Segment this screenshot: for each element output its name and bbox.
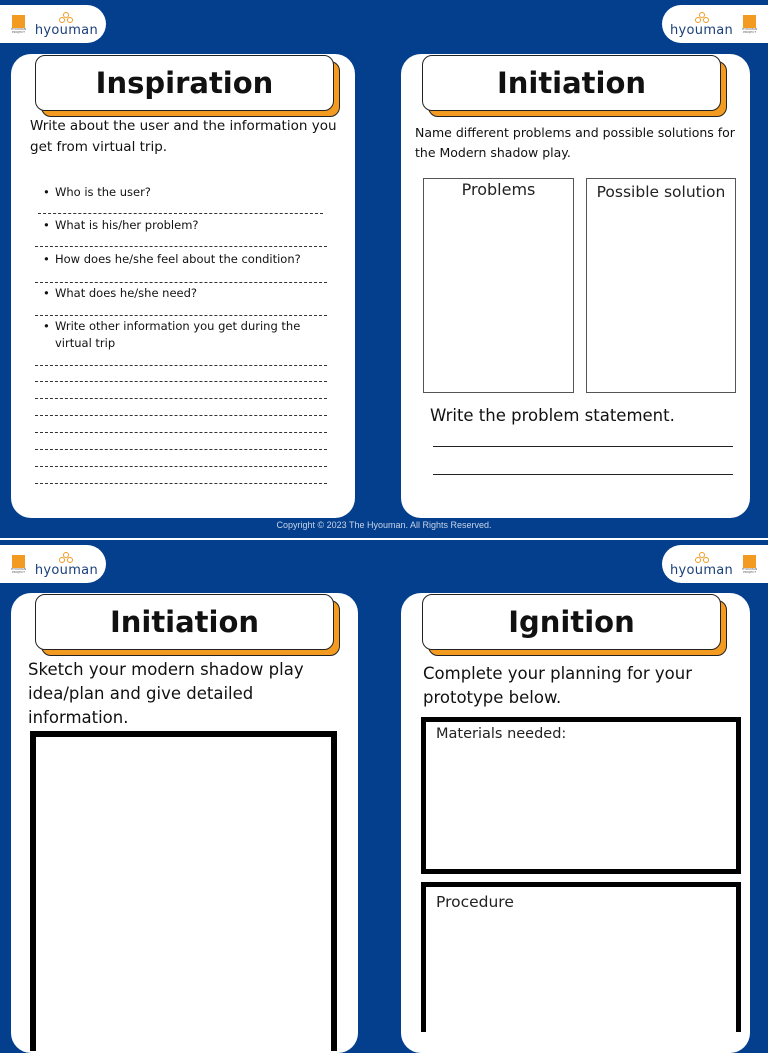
initiation-sketch-title-banner <box>35 594 334 650</box>
hyouman-circles-icon <box>693 12 711 24</box>
question-item: • How does he/she feel about the condition? <box>55 251 301 268</box>
project-badge-text: HYOUMAN PROJECT <box>10 566 27 574</box>
answer-line[interactable] <box>35 483 327 484</box>
hyouman-logo-bottom-right <box>662 545 768 583</box>
procedure-box[interactable] <box>421 882 741 1032</box>
hyouman-logo-top-right <box>662 5 768 43</box>
ignition-title: Ignition <box>508 605 635 639</box>
copyright-text: Copyright © 2023 The Hyouman. All Rights Reserved. <box>276 520 492 530</box>
materials-box[interactable] <box>421 717 741 874</box>
initiation-sketch-title: Initiation <box>109 605 260 639</box>
project-badge-text: HYOUMAN PROJECT <box>741 566 758 574</box>
hyouman-wordmark-text: hyouman <box>670 562 734 578</box>
hyouman-wordmark-text: hyouman <box>34 22 98 38</box>
ignition-instruction: Complete your planning for your prototype below. <box>423 664 692 707</box>
hyouman-wordmark <box>35 552 98 577</box>
sketch-area[interactable] <box>30 731 337 1051</box>
problems-header: Problems <box>461 180 536 199</box>
hyouman-logo-bottom-left <box>0 545 106 583</box>
hyouman-circles-icon <box>57 552 75 564</box>
sketch-instruction: Sketch your modern shadow play idea/plan and give detailed information. <box>28 660 304 727</box>
project-badge-text: HYOUMAN PROJECT <box>10 26 27 34</box>
materials-label: Materials needed: <box>436 726 567 742</box>
orange-square-icon <box>743 555 756 568</box>
statement-line[interactable] <box>433 474 733 475</box>
question-item: • Write other information you get during the virtual trip <box>55 318 325 352</box>
answer-line[interactable] <box>35 466 327 467</box>
project-badge-text: HYOUMAN PROJECT <box>741 26 758 34</box>
answer-line[interactable] <box>35 365 327 366</box>
statement-line[interactable] <box>433 446 733 447</box>
inspiration-title: Inspiration <box>95 66 274 100</box>
hyouman-wordmark-text: hyouman <box>670 22 734 38</box>
answer-line[interactable] <box>35 246 327 247</box>
hyouman-wordmark <box>670 12 733 37</box>
answer-line[interactable] <box>35 398 327 399</box>
question-item: • What is his/her problem? <box>55 217 199 234</box>
page-divider <box>0 538 768 540</box>
orange-square-icon <box>12 15 25 28</box>
initiation-instruction: Name different problems and possible solutions for the Modern shadow play. <box>415 125 735 160</box>
ignition-title-banner <box>422 594 721 650</box>
procedure-label: Procedure <box>436 893 514 911</box>
answer-line[interactable] <box>35 415 327 416</box>
inspiration-title-banner <box>35 55 334 111</box>
problem-statement-prompt: Write the problem statement. <box>430 406 675 425</box>
initiation-title: Initiation <box>496 66 647 100</box>
hyouman-wordmark <box>670 552 733 577</box>
hyouman-project-badge <box>739 555 760 574</box>
inspiration-instruction: Write about the user and the information you get from virtual trip. <box>30 118 337 155</box>
solution-box[interactable] <box>586 178 736 393</box>
answer-line[interactable] <box>35 381 327 382</box>
initiation-title-banner <box>422 55 721 111</box>
hyouman-project-badge <box>739 15 760 34</box>
hyouman-wordmark-text: hyouman <box>34 562 98 578</box>
orange-square-icon <box>12 555 25 568</box>
question-item: • Who is the user? <box>55 184 151 201</box>
hyouman-project-badge <box>8 15 29 34</box>
problems-box[interactable] <box>423 178 574 393</box>
hyouman-circles-icon <box>57 12 75 24</box>
answer-line[interactable] <box>35 432 327 433</box>
hyouman-project-badge <box>8 555 29 574</box>
hyouman-logo-top-left <box>0 5 106 43</box>
answer-line[interactable] <box>35 282 327 283</box>
orange-square-icon <box>743 15 756 28</box>
answer-line[interactable] <box>35 449 327 450</box>
answer-line[interactable] <box>38 213 323 214</box>
hyouman-wordmark <box>35 12 98 37</box>
solution-header: Possible solution <box>596 183 726 201</box>
hyouman-circles-icon <box>693 552 711 564</box>
question-item: • What does he/she need? <box>55 285 197 302</box>
answer-line[interactable] <box>35 315 327 316</box>
